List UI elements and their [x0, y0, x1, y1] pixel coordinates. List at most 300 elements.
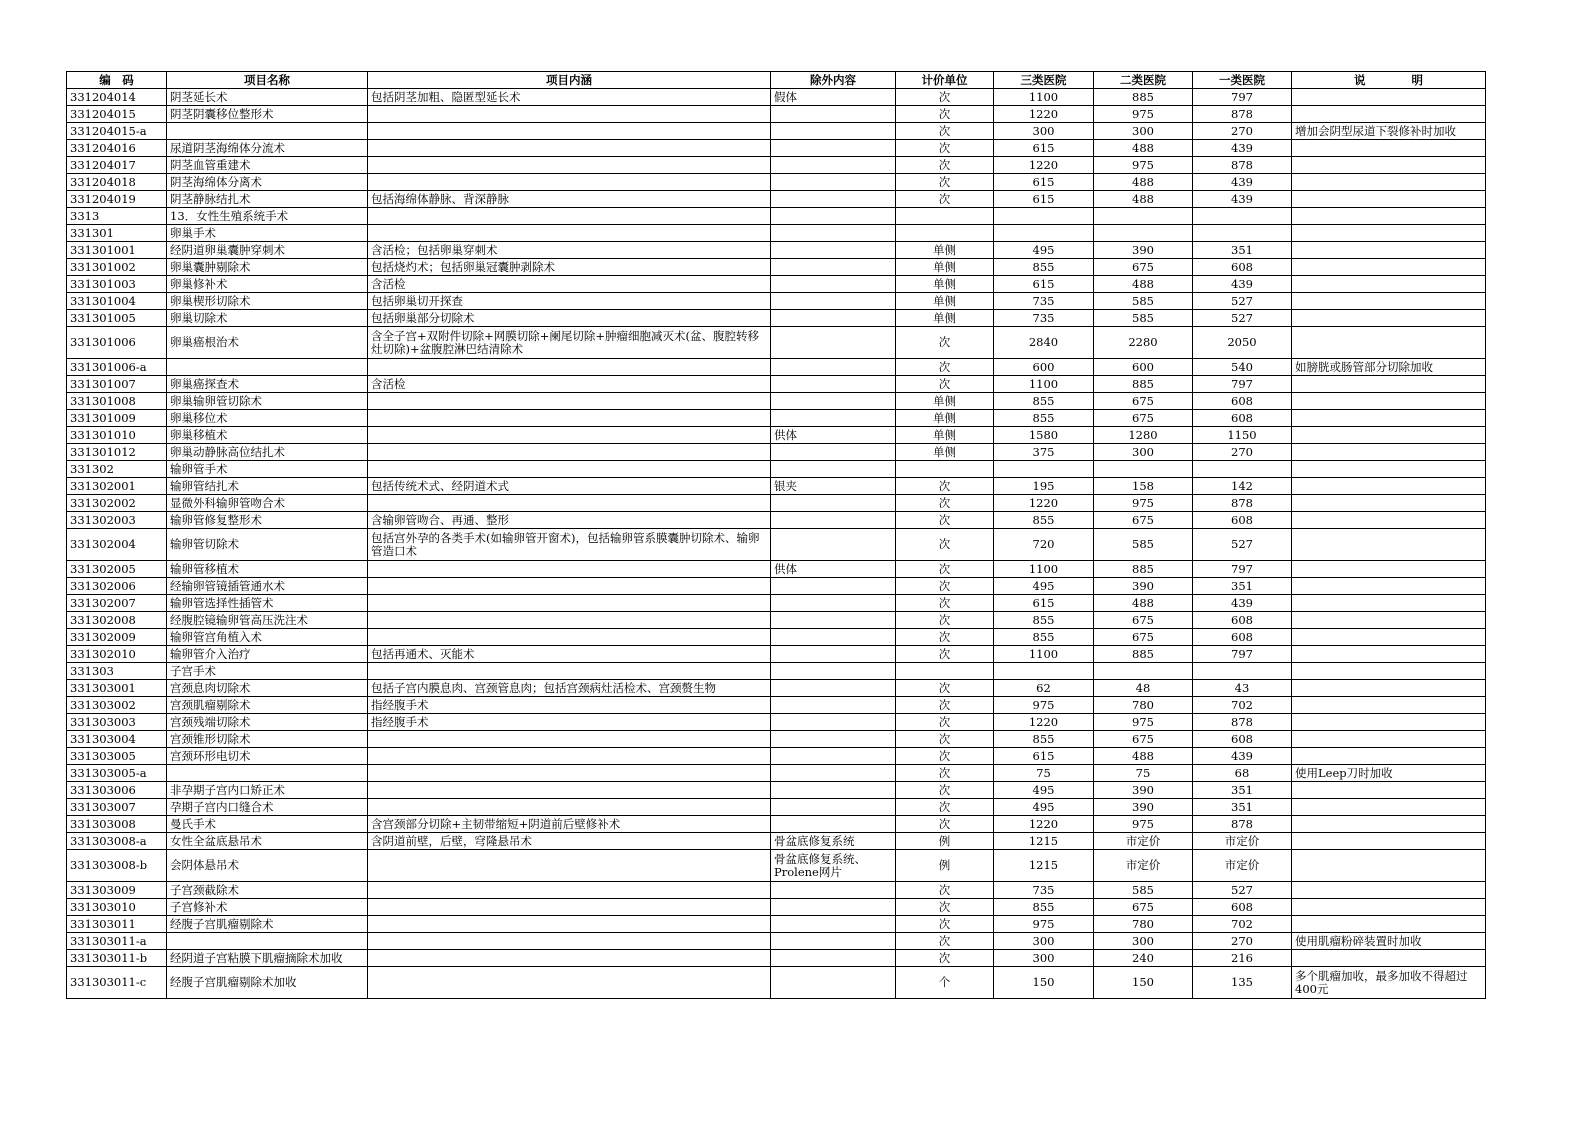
content-cell: 含输卵管吻合、再通、整形: [368, 512, 771, 529]
content-cell: 包括传统术式、经阴道术式: [368, 478, 771, 495]
exclude-cell: [771, 123, 896, 140]
class3-price-cell: 615: [994, 595, 1094, 612]
class2-price-cell: 675: [1094, 512, 1193, 529]
content-cell: [368, 663, 771, 680]
unit-cell: 次: [896, 629, 994, 646]
class2-price-cell: 675: [1094, 899, 1193, 916]
table-row: [67, 816, 1486, 833]
note-cell: [1292, 410, 1486, 427]
code-cell: 331301008: [67, 393, 167, 410]
exclude-cell: [771, 629, 896, 646]
class1-price-cell: 608: [1193, 629, 1292, 646]
code-cell: 331301002: [67, 259, 167, 276]
code-cell: 331303005-a: [67, 765, 167, 782]
content-cell: 包括再通术、灭能术: [368, 646, 771, 663]
table-row: [67, 157, 1486, 174]
class2-price-cell: 975: [1094, 495, 1193, 512]
class3-price-cell: 975: [994, 697, 1094, 714]
exclude-cell: [771, 697, 896, 714]
table-row: [67, 933, 1486, 950]
class2-price-cell: 市定价: [1094, 850, 1193, 882]
name-cell: 孕期子宫内口缝合术: [167, 799, 368, 816]
exclude-cell: [771, 799, 896, 816]
code-cell: 331301006-a: [67, 359, 167, 376]
name-cell: 输卵管宫角植入术: [167, 629, 368, 646]
table-row: [67, 512, 1486, 529]
exclude-cell: [771, 578, 896, 595]
code-cell: 331302008: [67, 612, 167, 629]
unit-cell: 次: [896, 697, 994, 714]
table-row: [67, 850, 1486, 882]
code-cell: 331204015: [67, 106, 167, 123]
note-cell: 使用肌瘤粉碎装置时加收: [1292, 933, 1486, 950]
note-cell: [1292, 89, 1486, 106]
code-cell: 331303008-b: [67, 850, 167, 882]
class1-price-cell: 608: [1193, 512, 1292, 529]
class2-price-cell: 300: [1094, 933, 1193, 950]
name-cell: 经阴道卵巢囊肿穿刺术: [167, 242, 368, 259]
content-cell: [368, 410, 771, 427]
table-row: [67, 680, 1486, 697]
table-row: [67, 629, 1486, 646]
class3-price-cell: 615: [994, 748, 1094, 765]
content-cell: 包括阴茎加粗、隐匿型延长术: [368, 89, 771, 106]
class3-price-cell: 495: [994, 242, 1094, 259]
exclude-cell: [771, 259, 896, 276]
unit-cell: 次: [896, 140, 994, 157]
class2-price-cell: 75: [1094, 765, 1193, 782]
name-cell: 子宫修补术: [167, 899, 368, 916]
table-row: [67, 123, 1486, 140]
class3-price-cell: 1100: [994, 646, 1094, 663]
content-cell: [368, 612, 771, 629]
code-cell: 331301010: [67, 427, 167, 444]
class2-price-cell: 780: [1094, 697, 1193, 714]
class2-price-cell: 675: [1094, 393, 1193, 410]
code-cell: 331303008-a: [67, 833, 167, 850]
section-row: [67, 208, 1486, 225]
exclude-cell: [771, 714, 896, 731]
note-cell: [1292, 612, 1486, 629]
name-cell: 输卵管修复整形术: [167, 512, 368, 529]
class3-price-cell: 1220: [994, 714, 1094, 731]
code-cell: 331302009: [67, 629, 167, 646]
class2-price-cell: [1094, 663, 1193, 680]
unit-cell: 次: [896, 612, 994, 629]
name-cell: 尿道阴茎海绵体分流术: [167, 140, 368, 157]
code-cell: 331301007: [67, 376, 167, 393]
class1-price-cell: 439: [1193, 595, 1292, 612]
class1-price-cell: 608: [1193, 612, 1292, 629]
class2-price-cell: 300: [1094, 123, 1193, 140]
header-note: 说 明: [1292, 72, 1486, 89]
class2-price-cell: 675: [1094, 612, 1193, 629]
unit-cell: 例: [896, 850, 994, 882]
class3-price-cell: 615: [994, 140, 1094, 157]
class1-price-cell: 878: [1193, 714, 1292, 731]
content-cell: [368, 765, 771, 782]
class3-price-cell: 1220: [994, 495, 1094, 512]
header-class3-price: 三类医院: [994, 72, 1094, 89]
code-cell: 331303001: [67, 680, 167, 697]
section-row: [67, 461, 1486, 478]
class2-price-cell: 585: [1094, 310, 1193, 327]
header-class1-price: 一类医院: [1193, 72, 1292, 89]
section-row: [67, 225, 1486, 242]
unit-cell: 单侧: [896, 293, 994, 310]
unit-cell: 次: [896, 578, 994, 595]
exclude-cell: [771, 950, 896, 967]
name-cell: 经腹腔镜输卵管高压洗注术: [167, 612, 368, 629]
unit-cell: [896, 461, 994, 478]
class3-price-cell: 600: [994, 359, 1094, 376]
class2-price-cell: 975: [1094, 106, 1193, 123]
code-cell: 331303007: [67, 799, 167, 816]
class1-price-cell: 608: [1193, 899, 1292, 916]
note-cell: [1292, 157, 1486, 174]
exclude-cell: [771, 680, 896, 697]
exclude-cell: [771, 663, 896, 680]
content-cell: 含活检: [368, 276, 771, 293]
content-cell: [368, 850, 771, 882]
class2-price-cell: 975: [1094, 714, 1193, 731]
exclude-cell: [771, 242, 896, 259]
content-cell: [368, 461, 771, 478]
table-row: [67, 393, 1486, 410]
table-row: [67, 427, 1486, 444]
content-cell: 包括子宫内膜息肉、宫颈管息肉；包括宫颈病灶活检术、宫颈赘生物: [368, 680, 771, 697]
table-row: [67, 242, 1486, 259]
class3-price-cell: 195: [994, 478, 1094, 495]
note-cell: [1292, 882, 1486, 899]
unit-cell: [896, 208, 994, 225]
note-cell: [1292, 714, 1486, 731]
class1-price-cell: 878: [1193, 106, 1292, 123]
code-cell: 3313: [67, 208, 167, 225]
unit-cell: 次: [896, 191, 994, 208]
note-cell: [1292, 310, 1486, 327]
exclude-cell: [771, 933, 896, 950]
class2-price-cell: 390: [1094, 782, 1193, 799]
name-cell: 阴茎延长术: [167, 89, 368, 106]
exclude-cell: 银夹: [771, 478, 896, 495]
content-cell: [368, 174, 771, 191]
class2-price-cell: 市定价: [1094, 833, 1193, 850]
class2-price-cell: 885: [1094, 561, 1193, 578]
name-cell: 宫颈残端切除术: [167, 714, 368, 731]
class1-price-cell: 市定价: [1193, 850, 1292, 882]
unit-cell: 次: [896, 478, 994, 495]
exclude-cell: [771, 495, 896, 512]
content-cell: [368, 393, 771, 410]
class2-price-cell: 48: [1094, 680, 1193, 697]
note-cell: [1292, 140, 1486, 157]
class1-price-cell: 702: [1193, 697, 1292, 714]
note-cell: [1292, 529, 1486, 561]
class1-price-cell: 608: [1193, 259, 1292, 276]
code-cell: 331302007: [67, 595, 167, 612]
table-row: [67, 714, 1486, 731]
class2-price-cell: 975: [1094, 157, 1193, 174]
class1-price-cell: 1150: [1193, 427, 1292, 444]
note-cell: [1292, 833, 1486, 850]
note-cell: 使用Leep刀时加收: [1292, 765, 1486, 782]
note-cell: [1292, 225, 1486, 242]
class1-price-cell: 527: [1193, 529, 1292, 561]
code-cell: 331302005: [67, 561, 167, 578]
content-cell: 指经腹手术: [368, 714, 771, 731]
exclude-cell: [771, 276, 896, 293]
content-cell: [368, 731, 771, 748]
unit-cell: [896, 225, 994, 242]
class1-price-cell: [1193, 225, 1292, 242]
exclude-cell: 供体: [771, 427, 896, 444]
class2-price-cell: 885: [1094, 89, 1193, 106]
name-cell: 输卵管选择性插管术: [167, 595, 368, 612]
class2-price-cell: 158: [1094, 478, 1193, 495]
class3-price-cell: [994, 225, 1094, 242]
note-cell: 增加会阴型尿道下裂修补时加收: [1292, 123, 1486, 140]
class3-price-cell: 1100: [994, 561, 1094, 578]
note-cell: [1292, 916, 1486, 933]
code-cell: 331302003: [67, 512, 167, 529]
content-cell: [368, 359, 771, 376]
code-cell: 331303009: [67, 882, 167, 899]
exclude-cell: [771, 359, 896, 376]
note-cell: [1292, 629, 1486, 646]
name-cell: 卵巢囊肿剔除术: [167, 259, 368, 276]
code-cell: 331302002: [67, 495, 167, 512]
exclude-cell: [771, 816, 896, 833]
table-row: [67, 310, 1486, 327]
exclude-cell: [771, 782, 896, 799]
exclude-cell: [771, 208, 896, 225]
table-row: [67, 106, 1486, 123]
header-code: 编 码: [67, 72, 167, 89]
class3-price-cell: 855: [994, 410, 1094, 427]
unit-cell: 次: [896, 714, 994, 731]
note-cell: [1292, 512, 1486, 529]
header-name: 项目名称: [167, 72, 368, 89]
table-body: [67, 89, 1486, 999]
unit-cell: 次: [896, 765, 994, 782]
table-row: [67, 748, 1486, 765]
class1-price-cell: 608: [1193, 393, 1292, 410]
exclude-cell: [771, 595, 896, 612]
note-cell: [1292, 276, 1486, 293]
code-cell: 331301006: [67, 327, 167, 359]
exclude-cell: [771, 444, 896, 461]
exclude-cell: 供体: [771, 561, 896, 578]
content-cell: 包括宫外孕的各类手术(如输卵管开窗术)，包括输卵管系膜囊肿切除术、输卵管造口术: [368, 529, 771, 561]
code-cell: 331303011-a: [67, 933, 167, 950]
note-cell: 多个肌瘤加收，最多加收不得超过400元: [1292, 967, 1486, 999]
code-cell: 331204017: [67, 157, 167, 174]
content-cell: [368, 225, 771, 242]
name-cell: 经阴道子宫粘膜下肌瘤摘除术加收: [167, 950, 368, 967]
class2-price-cell: 600: [1094, 359, 1193, 376]
content-cell: [368, 208, 771, 225]
class1-price-cell: 527: [1193, 882, 1292, 899]
class3-price-cell: 855: [994, 393, 1094, 410]
class2-price-cell: 585: [1094, 529, 1193, 561]
class3-price-cell: 735: [994, 882, 1094, 899]
class2-price-cell: 390: [1094, 799, 1193, 816]
table-row: [67, 916, 1486, 933]
class1-price-cell: 216: [1193, 950, 1292, 967]
class1-price-cell: 351: [1193, 242, 1292, 259]
name-cell: 卵巢动静脉高位结扎术: [167, 444, 368, 461]
name-cell: 曼氏手术: [167, 816, 368, 833]
table-row: [67, 478, 1486, 495]
exclude-cell: [771, 106, 896, 123]
unit-cell: 次: [896, 899, 994, 916]
class3-price-cell: 720: [994, 529, 1094, 561]
content-cell: [368, 782, 771, 799]
class1-price-cell: [1193, 208, 1292, 225]
note-cell: [1292, 174, 1486, 191]
class1-price-cell: 439: [1193, 191, 1292, 208]
name-cell: 输卵管介入治疗: [167, 646, 368, 663]
class2-price-cell: 488: [1094, 276, 1193, 293]
name-cell: 女性全盆底悬吊术: [167, 833, 368, 850]
class1-price-cell: 439: [1193, 276, 1292, 293]
content-cell: 含阴道前壁，后壁，穹隆悬吊术: [368, 833, 771, 850]
name-cell: 输卵管手术: [167, 461, 368, 478]
class3-price-cell: 495: [994, 578, 1094, 595]
class3-price-cell: 1100: [994, 376, 1094, 393]
exclude-cell: [771, 765, 896, 782]
class1-price-cell: 439: [1193, 140, 1292, 157]
note-cell: [1292, 663, 1486, 680]
class1-price-cell: 市定价: [1193, 833, 1292, 850]
name-cell: 卵巢切除术: [167, 310, 368, 327]
class3-price-cell: 300: [994, 933, 1094, 950]
unit-cell: 次: [896, 376, 994, 393]
content-cell: [368, 106, 771, 123]
unit-cell: 单侧: [896, 427, 994, 444]
exclude-cell: 假体: [771, 89, 896, 106]
class1-price-cell: 135: [1193, 967, 1292, 999]
class2-price-cell: 675: [1094, 731, 1193, 748]
exclude-cell: [771, 157, 896, 174]
table-row: [67, 376, 1486, 393]
name-cell: 输卵管移植术: [167, 561, 368, 578]
table-row: [67, 612, 1486, 629]
table-row: [67, 191, 1486, 208]
code-cell: 331302010: [67, 646, 167, 663]
content-cell: [368, 595, 771, 612]
class1-price-cell: 270: [1193, 933, 1292, 950]
class3-price-cell: 1220: [994, 816, 1094, 833]
note-cell: [1292, 680, 1486, 697]
code-cell: 331302006: [67, 578, 167, 595]
note-cell: [1292, 748, 1486, 765]
name-cell: 阴茎静脉结扎术: [167, 191, 368, 208]
class2-price-cell: 585: [1094, 293, 1193, 310]
class1-price-cell: 527: [1193, 293, 1292, 310]
header-class2-price: 二类医院: [1094, 72, 1193, 89]
table-row: [67, 967, 1486, 999]
note-cell: [1292, 327, 1486, 359]
unit-cell: 次: [896, 782, 994, 799]
note-cell: [1292, 461, 1486, 478]
note-cell: [1292, 646, 1486, 663]
note-cell: [1292, 950, 1486, 967]
unit-cell: 次: [896, 495, 994, 512]
class3-price-cell: 62: [994, 680, 1094, 697]
unit-cell: 次: [896, 106, 994, 123]
note-cell: [1292, 444, 1486, 461]
unit-cell: 单侧: [896, 444, 994, 461]
class3-price-cell: 615: [994, 276, 1094, 293]
exclude-cell: [771, 293, 896, 310]
content-cell: [368, 444, 771, 461]
code-cell: 331301001: [67, 242, 167, 259]
class1-price-cell: 142: [1193, 478, 1292, 495]
code-cell: 331302001: [67, 478, 167, 495]
table-row: [67, 327, 1486, 359]
content-cell: [368, 916, 771, 933]
note-cell: [1292, 242, 1486, 259]
code-cell: 331301009: [67, 410, 167, 427]
note-cell: [1292, 393, 1486, 410]
unit-cell: 次: [896, 327, 994, 359]
name-cell: 宫颈肌瘤剔除术: [167, 697, 368, 714]
table-row: [67, 833, 1486, 850]
unit-cell: 次: [896, 916, 994, 933]
exclude-cell: [771, 646, 896, 663]
code-cell: 331303005: [67, 748, 167, 765]
class1-price-cell: 608: [1193, 731, 1292, 748]
exclude-cell: [771, 310, 896, 327]
class3-price-cell: 975: [994, 916, 1094, 933]
exclude-cell: [771, 225, 896, 242]
class1-price-cell: 351: [1193, 578, 1292, 595]
name-cell: 经腹子宫肌瘤剔除术加收: [167, 967, 368, 999]
note-cell: [1292, 816, 1486, 833]
class1-price-cell: [1193, 461, 1292, 478]
class3-price-cell: 1220: [994, 157, 1094, 174]
content-cell: [368, 748, 771, 765]
class1-price-cell: 608: [1193, 410, 1292, 427]
class2-price-cell: 975: [1094, 816, 1193, 833]
code-cell: 331301003: [67, 276, 167, 293]
table-row: [67, 731, 1486, 748]
unit-cell: 次: [896, 89, 994, 106]
code-cell: 331302: [67, 461, 167, 478]
table-row: [67, 529, 1486, 561]
exclude-cell: [771, 174, 896, 191]
note-cell: [1292, 899, 1486, 916]
exclude-cell: [771, 899, 896, 916]
table-row: [67, 950, 1486, 967]
code-cell: 331301012: [67, 444, 167, 461]
class2-price-cell: 780: [1094, 916, 1193, 933]
content-cell: 含全子宫+双附件切除+网膜切除+阑尾切除+肿瘤细胞减灭术(盆、腹腔转移灶切除)+盆腹腔淋巴结清除术: [368, 327, 771, 359]
table-row: [67, 293, 1486, 310]
code-cell: 331204015-a: [67, 123, 167, 140]
name-cell: 卵巢输卵管切除术: [167, 393, 368, 410]
code-cell: 331204014: [67, 89, 167, 106]
unit-cell: 次: [896, 123, 994, 140]
table-row: [67, 495, 1486, 512]
name-cell: 宫颈环形电切术: [167, 748, 368, 765]
unit-cell: 单侧: [896, 259, 994, 276]
class3-price-cell: 855: [994, 629, 1094, 646]
class2-price-cell: 488: [1094, 748, 1193, 765]
class2-price-cell: 150: [1094, 967, 1193, 999]
